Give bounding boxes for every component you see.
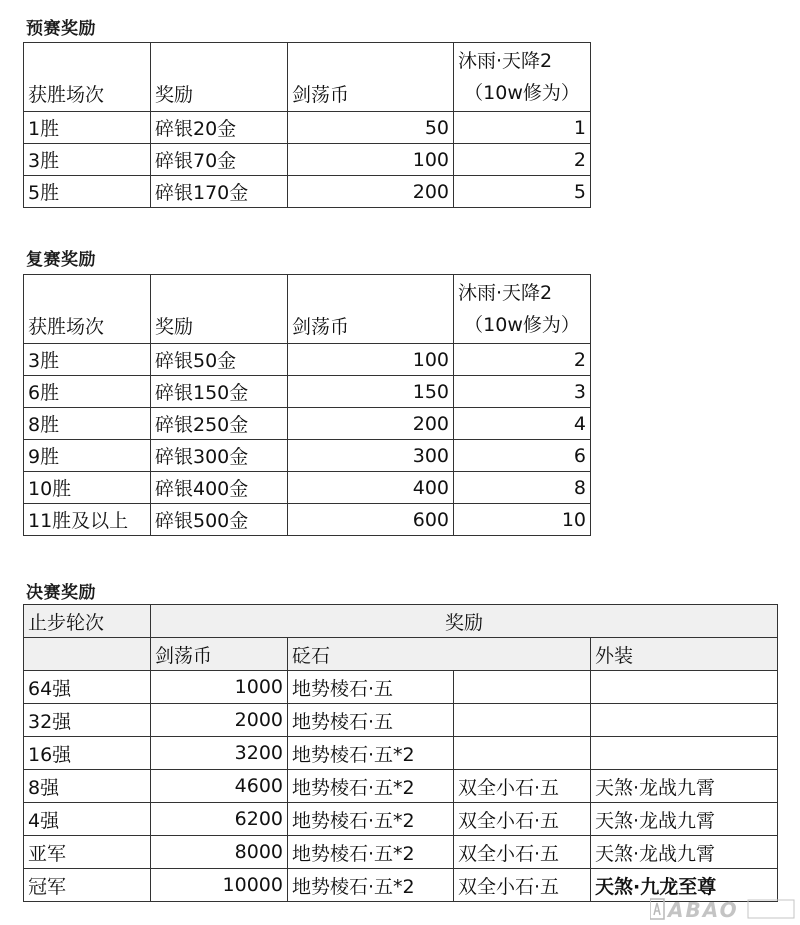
cell-wins: 6胜	[24, 376, 151, 408]
cell-coins: 150	[288, 376, 454, 408]
cell-wins: 10胜	[24, 472, 151, 504]
cell-outfit: 天煞·龙战九霄	[591, 803, 778, 836]
table-row	[24, 803, 778, 836]
cell-reward: 碎银400金	[151, 472, 288, 504]
cell-round: 亚军	[24, 836, 151, 869]
cell-item-count: 2	[454, 144, 591, 176]
cell-stone-2: 双全小石·五	[454, 836, 591, 869]
cell-round: 4强	[24, 803, 151, 836]
table-row	[24, 144, 591, 176]
prelim-table	[23, 42, 591, 208]
cell-coins: 300	[288, 440, 454, 472]
rematch-table	[23, 274, 591, 536]
table-row	[24, 112, 591, 144]
cell-wins: 8胜	[24, 408, 151, 440]
cell-stone-2	[454, 704, 591, 737]
svg-text:ABAO: ABAO	[668, 898, 739, 921]
cell-coins: 3200	[151, 737, 288, 770]
cell-coins: 4600	[151, 770, 288, 803]
cell-round: 冠军	[24, 869, 151, 902]
cell-coins: 2000	[151, 704, 288, 737]
header-item-note: （10w修为）	[464, 82, 580, 104]
cell-round: 8强	[24, 770, 151, 803]
table-row	[24, 737, 778, 770]
table-row	[24, 472, 591, 504]
cell-reward: 碎银500金	[151, 504, 288, 536]
watermark-logo	[650, 897, 796, 921]
cell-wins: 3胜	[24, 344, 151, 376]
cell-item-count: 10	[454, 504, 591, 536]
cell-coins: 50	[288, 112, 454, 144]
table-row	[24, 770, 778, 803]
table-subheader-row	[24, 638, 778, 671]
header-stone: 砭石	[288, 638, 591, 671]
header-coins: 剑荡币	[151, 638, 288, 671]
table-header-row	[24, 605, 778, 638]
table-header-row	[24, 43, 591, 112]
header-item-note: （10w修为）	[464, 314, 580, 336]
cell-stone-2	[454, 737, 591, 770]
cell-item-count: 8	[454, 472, 591, 504]
table-row	[24, 671, 778, 704]
header-coins: 剑荡币	[288, 275, 454, 344]
cell-outfit	[591, 704, 778, 737]
cell-coins: 8000	[151, 836, 288, 869]
cell-stone-2	[454, 671, 591, 704]
cell-coins: 600	[288, 504, 454, 536]
cell-round: 16强	[24, 737, 151, 770]
cell-coins: 200	[288, 408, 454, 440]
cell-stone-1: 地势棱石·五	[288, 704, 454, 737]
cell-stone-2: 双全小石·五	[454, 770, 591, 803]
cell-stone-1: 地势棱石·五*2	[288, 770, 454, 803]
rematch-title: 复赛奖励	[26, 250, 96, 270]
prelim-title: 预赛奖励	[26, 19, 96, 39]
cell-wins: 5胜	[24, 176, 151, 208]
cell-reward: 碎银300金	[151, 440, 288, 472]
cell-outfit: 天煞·龙战九霄	[591, 770, 778, 803]
cell-item-count: 6	[454, 440, 591, 472]
cell-outfit	[591, 671, 778, 704]
cell-coins: 10000	[151, 869, 288, 902]
cell-stone-1: 地势棱石·五*2	[288, 836, 454, 869]
header-reward: 奖励	[151, 605, 778, 638]
table-row	[24, 344, 591, 376]
cell-wins: 9胜	[24, 440, 151, 472]
table-row	[24, 376, 591, 408]
header-reward: 奖励	[151, 43, 288, 112]
cell-stone-1: 地势棱石·五	[288, 671, 454, 704]
cell-item-count: 3	[454, 376, 591, 408]
cell-round: 64强	[24, 671, 151, 704]
cell-coins: 100	[288, 344, 454, 376]
header-item	[454, 275, 591, 344]
cell-coins: 100	[288, 144, 454, 176]
cell-item-count: 5	[454, 176, 591, 208]
cell-reward: 碎银20金	[151, 112, 288, 144]
table-header-row	[24, 275, 591, 344]
cell-stone-1: 地势棱石·五*2	[288, 869, 454, 902]
cell-item-count: 4	[454, 408, 591, 440]
cell-outfit: 天煞·龙战九霄	[591, 836, 778, 869]
cell-stone-2: 双全小石·五	[454, 803, 591, 836]
header-round: 止步轮次	[24, 605, 151, 638]
header-round-empty	[24, 638, 151, 671]
cell-outfit: 天煞·九龙至尊	[591, 869, 778, 902]
table-row	[24, 504, 591, 536]
cell-wins: 3胜	[24, 144, 151, 176]
cell-outfit	[591, 737, 778, 770]
cell-coins: 400	[288, 472, 454, 504]
cell-wins: 11胜及以上	[24, 504, 151, 536]
final-title: 决赛奖励	[26, 583, 96, 603]
cell-stone-1: 地势棱石·五*2	[288, 737, 454, 770]
cell-reward: 碎银70金	[151, 144, 288, 176]
table-row	[24, 176, 591, 208]
header-wins: 获胜场次	[24, 275, 151, 344]
cell-coins: 200	[288, 176, 454, 208]
cell-coins: 6200	[151, 803, 288, 836]
watermark-logo-graphic	[650, 897, 796, 921]
cell-item-count: 1	[454, 112, 591, 144]
cell-stone-1: 地势棱石·五*2	[288, 803, 454, 836]
cell-round: 32强	[24, 704, 151, 737]
header-item-name: 沐雨·天降2	[458, 50, 553, 72]
table-row	[24, 440, 591, 472]
cell-reward: 碎银150金	[151, 376, 288, 408]
table-row	[24, 836, 778, 869]
header-item	[454, 43, 591, 112]
header-outfit: 外装	[591, 638, 778, 671]
cell-wins: 1胜	[24, 112, 151, 144]
final-table	[23, 604, 778, 902]
table-row	[24, 408, 591, 440]
header-coins: 剑荡币	[288, 43, 454, 112]
header-item-name: 沐雨·天降2	[458, 282, 553, 304]
header-wins: 获胜场次	[24, 43, 151, 112]
table-row	[24, 704, 778, 737]
cell-stone-2: 双全小石·五	[454, 869, 591, 902]
header-reward: 奖励	[151, 275, 288, 344]
cell-reward: 碎银250金	[151, 408, 288, 440]
cell-coins: 1000	[151, 671, 288, 704]
cell-item-count: 2	[454, 344, 591, 376]
cell-reward: 碎银50金	[151, 344, 288, 376]
cell-reward: 碎银170金	[151, 176, 288, 208]
